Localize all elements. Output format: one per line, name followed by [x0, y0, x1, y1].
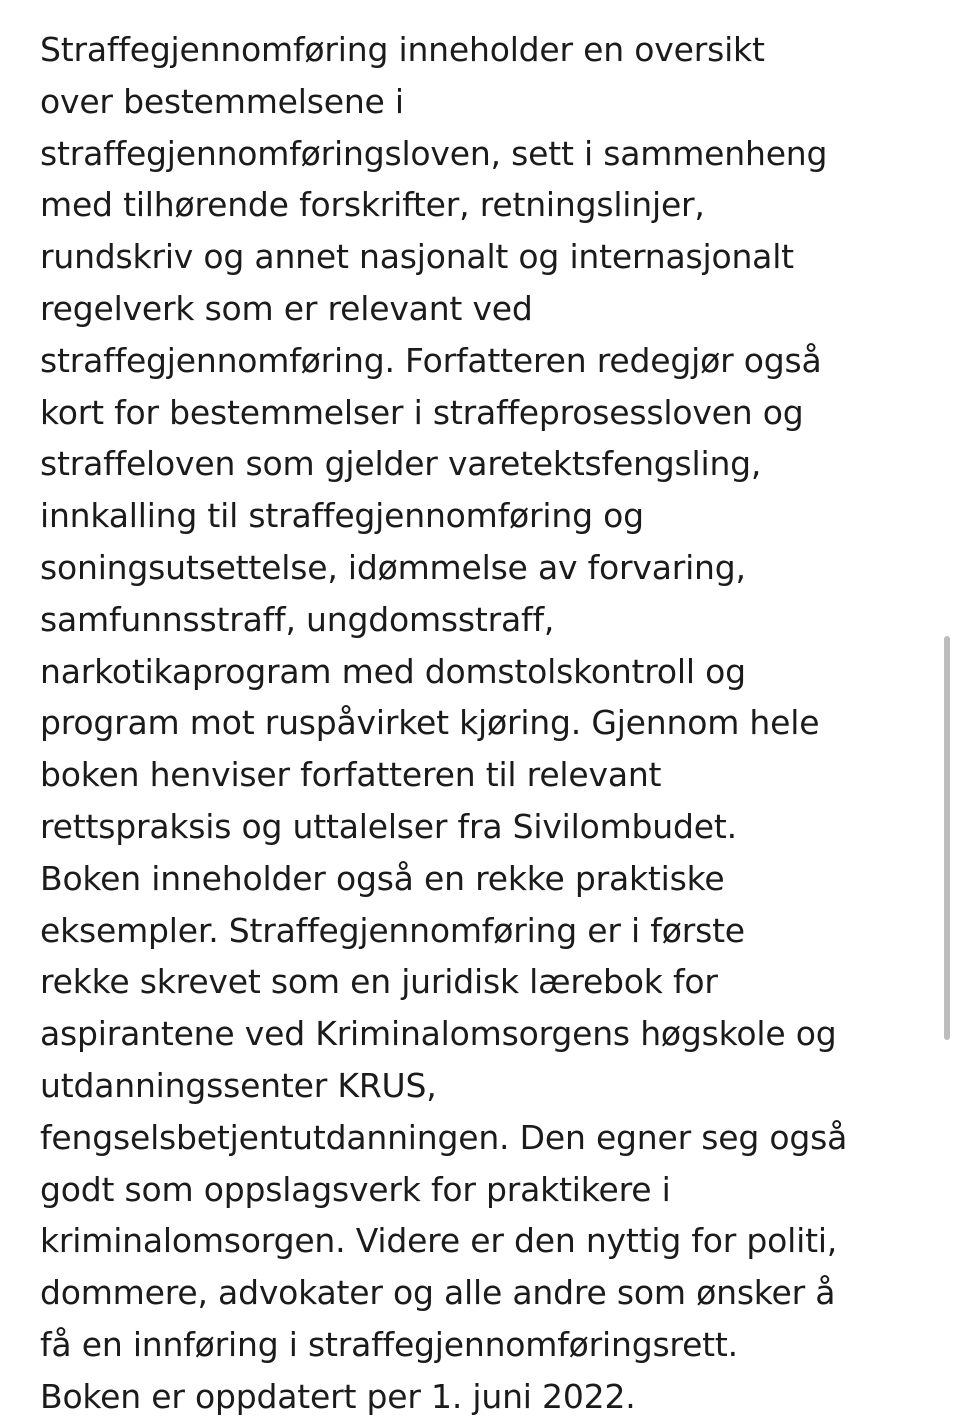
description-line: med tilhørende forskrifter, retningslinjer,: [40, 185, 705, 225]
description-line: straffegjennomføring. Forfatteren redegjør også: [40, 340, 822, 380]
description-line: fengselsbetjentutdanningen. Den egner seg også: [40, 1117, 848, 1157]
description-line: få en innføring i straffegjennomføringsrett.: [40, 1324, 738, 1364]
description-line: Boken er oppdatert per 1. juni 2022.: [40, 1376, 636, 1416]
description-line: aspirantene ved Kriminalomsorgens høgskole og: [40, 1014, 837, 1054]
description-line: straffegjennomføringsloven, sett i sammenheng: [40, 133, 828, 173]
description-line: kriminalomsorgen. Videre er den nyttig for politi,: [40, 1221, 838, 1261]
description-line: narkotikaprogram med domstolskontroll og: [40, 651, 746, 691]
description-line: godt som oppslagsverk for praktikere i: [40, 1169, 671, 1209]
description-line: utdanningssenter KRUS,: [40, 1065, 437, 1105]
description-line: Boken inneholder også en rekke praktiske: [40, 858, 725, 898]
description-line: soningsutsettelse, idømmelse av forvaring,: [40, 547, 746, 587]
description-line: straffeloven som gjelder varetektsfengsling,: [40, 444, 762, 484]
description-line: boken henviser forfatteren til relevant: [40, 755, 662, 795]
description-line: regelverk som er relevant ved: [40, 288, 533, 328]
description-line: over bestemmelsene i: [40, 81, 404, 121]
description-line: dommere, advokater og alle andre som ønsker å: [40, 1273, 836, 1313]
description-line: rundskriv og annet nasjonalt og internasjonalt: [40, 237, 794, 277]
book-description: [40, 24, 930, 1423]
description-line: samfunnsstraff, ungdomsstraff,: [40, 599, 555, 639]
description-line: rekke skrevet som en juridisk lærebok for: [40, 962, 718, 1002]
description-line: eksempler. Straffegjennomføring er i første: [40, 910, 745, 950]
vertical-scrollbar[interactable]: [944, 636, 950, 1040]
description-line: innkalling til straffegjennomføring og: [40, 496, 644, 536]
description-line: rettspraksis og uttalelser fra Sivilombudet.: [40, 806, 737, 846]
description-line: Straffegjennomføring inneholder en oversikt: [40, 30, 765, 69]
description-line: kort for bestemmelser i straffeprosessloven og: [40, 392, 804, 432]
description-line: program mot ruspåvirket kjøring. Gjennom hele: [40, 703, 820, 743]
